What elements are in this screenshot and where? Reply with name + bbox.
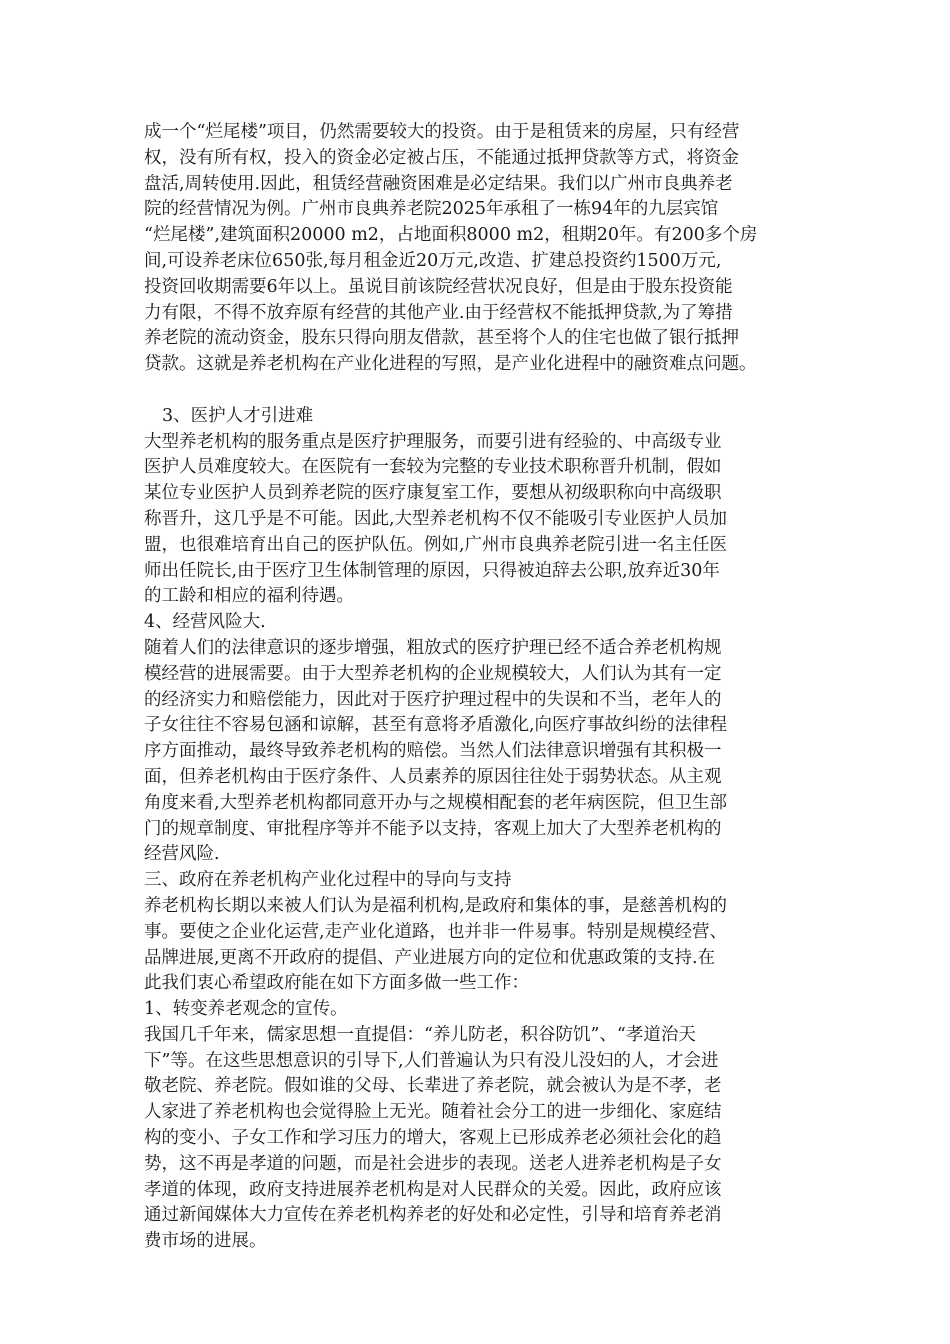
heading-business-risk — [144, 610, 824, 636]
text-line: 品牌进展,更离不开政府的提倡、产业进展方向的定位和优惠政策的支持.在 — [144, 947, 716, 968]
heading-text: 4、经营风险大. — [144, 612, 266, 633]
text-line: 医护人员难度较大。在医院有一套较为完整的专业技术职称晋升机制，假如 — [144, 457, 722, 478]
text-line: 称晋升，这几乎是不可能。因此,大型养老机构不仅不能吸引专业医护人员加 — [144, 508, 728, 529]
heading-concept-change — [144, 997, 824, 1023]
text-line: 力有限，不得不放弃原有经营的其他产业.由于经营权不能抵押贷款,为了筹措 — [144, 302, 733, 323]
text-line: 权，没有所有权，投入的资金必定被占压，不能通过抵押贷款等方式，将资金 — [144, 147, 739, 168]
text-line: 成一个“烂尾楼”项目，仍然需要较大的投资。由于是租赁来的房屋，只有经营 — [144, 122, 740, 142]
text-line: 我国几千年来，儒家思想一直提倡：“养儿防老，积谷防饥”、“孝道治天 — [144, 1024, 696, 1045]
text-line: 贷款。这就是养老机构在产业化进程的写照，是产业化进程中的融资难点问题。 — [144, 354, 757, 375]
text-line: 子女往往不容易包涵和谅解，甚至有意将矛盾激化,向医疗事故纠纷的法律程 — [144, 715, 728, 736]
text-line: 院的经营情况为例。广州市良典养老院2025年承租了一栋94年的九层宾馆 — [144, 199, 719, 220]
paragraph-medical-talent — [144, 430, 824, 611]
text-line: 敬老院、养老院。假如谁的父母、长辈进了养老院，就会被认为是不孝，老 — [144, 1076, 722, 1097]
text-line: 模经营的进展需要。由于大型养老机构的企业规模较大，人们认为其有一定 — [144, 663, 722, 684]
heading-government-role — [144, 868, 824, 894]
text-line: 此我们衷心希望政府能在如下方面多做一些工作： — [144, 973, 529, 994]
text-line: 下”等。在这些思想意识的引导下,人们普遍认为只有没儿没妇的人，才会进 — [144, 1050, 719, 1071]
text-line: 事。要使之企业化运营,走产业化道路，也并非一件易事。特别是规模经营、 — [144, 921, 728, 942]
paragraph-concept-change — [144, 1023, 824, 1255]
text-line: 投资回收期需要6年以上。虽说目前该院经营状况良好，但是由于股东投资能 — [144, 276, 733, 297]
heading-text: 三、政府在养老机构产业化过程中的导向与支持 — [144, 870, 512, 891]
text-line: 孝道的体现，政府支持进展养老机构是对人民群众的关爱。因此，政府应该 — [144, 1179, 722, 1200]
text-line: 角度来看,大型养老机构都同意开办与之规模相配套的老年病医院，但卫生部 — [144, 792, 728, 813]
text-line: 的工龄和相应的福利待遇。 — [144, 586, 354, 607]
text-line: 养老机构长期以来被人们认为是福利机构,是政府和集体的事，是慈善机构的 — [144, 895, 728, 916]
paragraph-financing — [144, 120, 824, 378]
blank-line — [144, 378, 824, 404]
paragraph-business-risk — [144, 636, 824, 868]
document-page — [144, 120, 824, 1255]
text-line: 大型养老机构的服务重点是医疗护理服务，而要引进有经验的、中高级专业 — [144, 431, 722, 452]
text-line: 人家进了养老机构也会觉得脸上无光。随着社会分工的进一步细化、家庭结 — [144, 1102, 722, 1123]
heading-text: 3、医护人才引进难 — [162, 405, 314, 426]
text-line: 势，这不再是孝道的问题，而是社会进步的表现。送老人进养老机构是子女 — [144, 1153, 722, 1174]
text-line: 盘活,周转使用.因此，租赁经营融资困难是必定结果。我们以广州市良典养老 — [144, 173, 733, 194]
heading-medical-talent — [144, 404, 824, 430]
text-line: 间,可设养老床位650张,每月租金近20万元,改造、扩建总投资约1500万元, — [144, 250, 722, 271]
paragraph-government-role — [144, 894, 824, 997]
text-line: 面，但养老机构由于医疗条件、人员素养的原因往往处于弱势状态。从主观 — [144, 766, 722, 787]
text-line: 盟，也很难培育出自己的医护队伍。例如,广州市良典养老院引进一名主任医 — [144, 534, 728, 555]
text-line: 的经济实力和赔偿能力，因此对于医疗护理过程中的失误和不当，老年人的 — [144, 689, 722, 710]
text-line: 某位专业医护人员到养老院的医疗康复室工作，要想从初级职称向中高级职 — [144, 483, 722, 504]
text-line: 费市场的进展。 — [144, 1231, 267, 1252]
text-line: 经营风险. — [144, 844, 220, 865]
heading-text: 1、转变养老观念的宣传。 — [144, 999, 348, 1020]
text-line: 师出任院长,由于医疗卫生体制管理的原因，只得被迫辞去公职,放弃近30年 — [144, 560, 720, 581]
text-line: 随着人们的法律意识的逐步增强，粗放式的医疗护理已经不适合养老机构规 — [144, 637, 722, 658]
text-line: “烂尾楼”,建筑面积20000 m2，占地面积8000 m2，租期20年。有200多个房 — [144, 225, 758, 246]
text-line: 养老院的流动资金，股东只得向朋友借款，甚至将个人的住宅也做了银行抵押 — [144, 328, 739, 349]
text-line: 构的变小、子女工作和学习压力的增大，客观上已形成养老必须社会化的趋 — [144, 1128, 722, 1149]
text-line: 序方面推动，最终导致养老机构的赔偿。当然人们法律意识增强有其积极一 — [144, 741, 722, 762]
text-line: 通过新闻媒体大力宣传在养老机构养老的好处和必定性，引导和培育养老消 — [144, 1205, 722, 1226]
text-line: 门的规章制度、审批程序等并不能予以支持，客观上加大了大型养老机构的 — [144, 818, 722, 839]
